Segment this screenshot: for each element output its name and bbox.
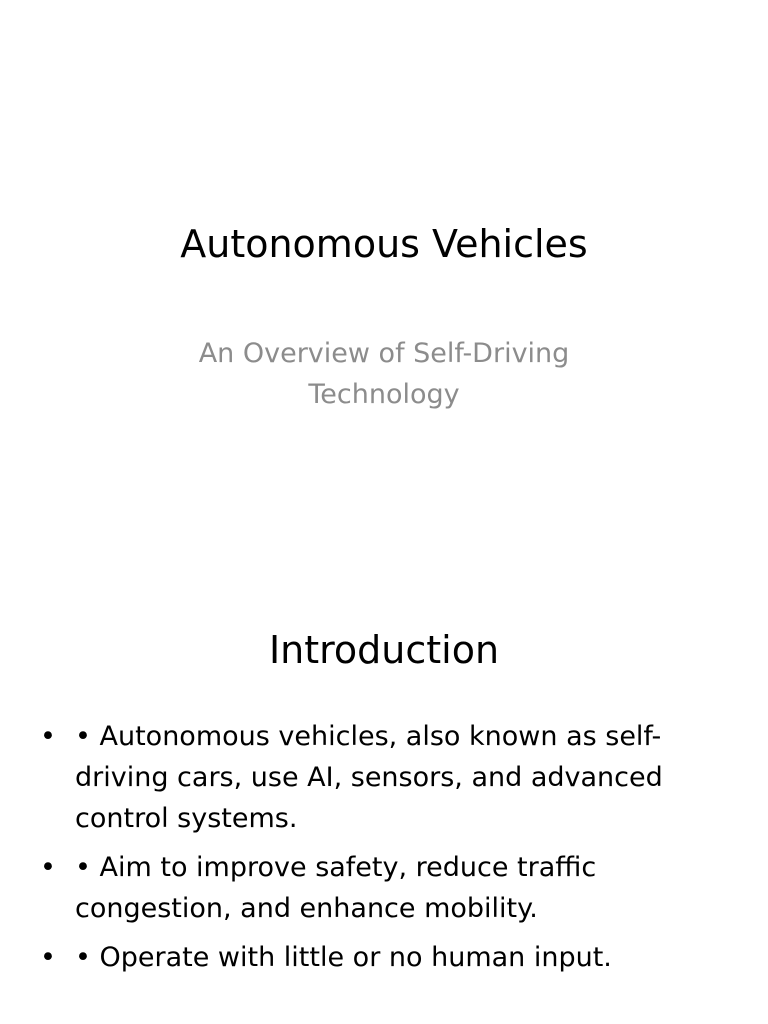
- bullet-item: [40, 937, 700, 978]
- bullet-marker: •: [40, 721, 56, 752]
- bullet-marker: •: [40, 852, 56, 883]
- bullet-list: [40, 716, 700, 986]
- bullet-item: [40, 716, 700, 839]
- slide-subtitle: An Overview of Self-Driving Technology: [198, 338, 570, 410]
- slide-heading: Introduction: [268, 628, 500, 672]
- slide-title: Autonomous Vehicles: [180, 222, 588, 266]
- bullet-text: • Operate with little or no human input.: [75, 942, 612, 973]
- content-slide: [0, 576, 768, 1024]
- bullet-marker: •: [40, 942, 56, 973]
- bullet-item: [40, 847, 700, 929]
- bullet-text: • Aim to improve safety, reduce traffic congestion, and enhance mobility.: [75, 852, 597, 924]
- bullet-text: • Autonomous vehicles, also known as self-driving cars, use AI, sensors, and advanced control systems.: [75, 721, 663, 834]
